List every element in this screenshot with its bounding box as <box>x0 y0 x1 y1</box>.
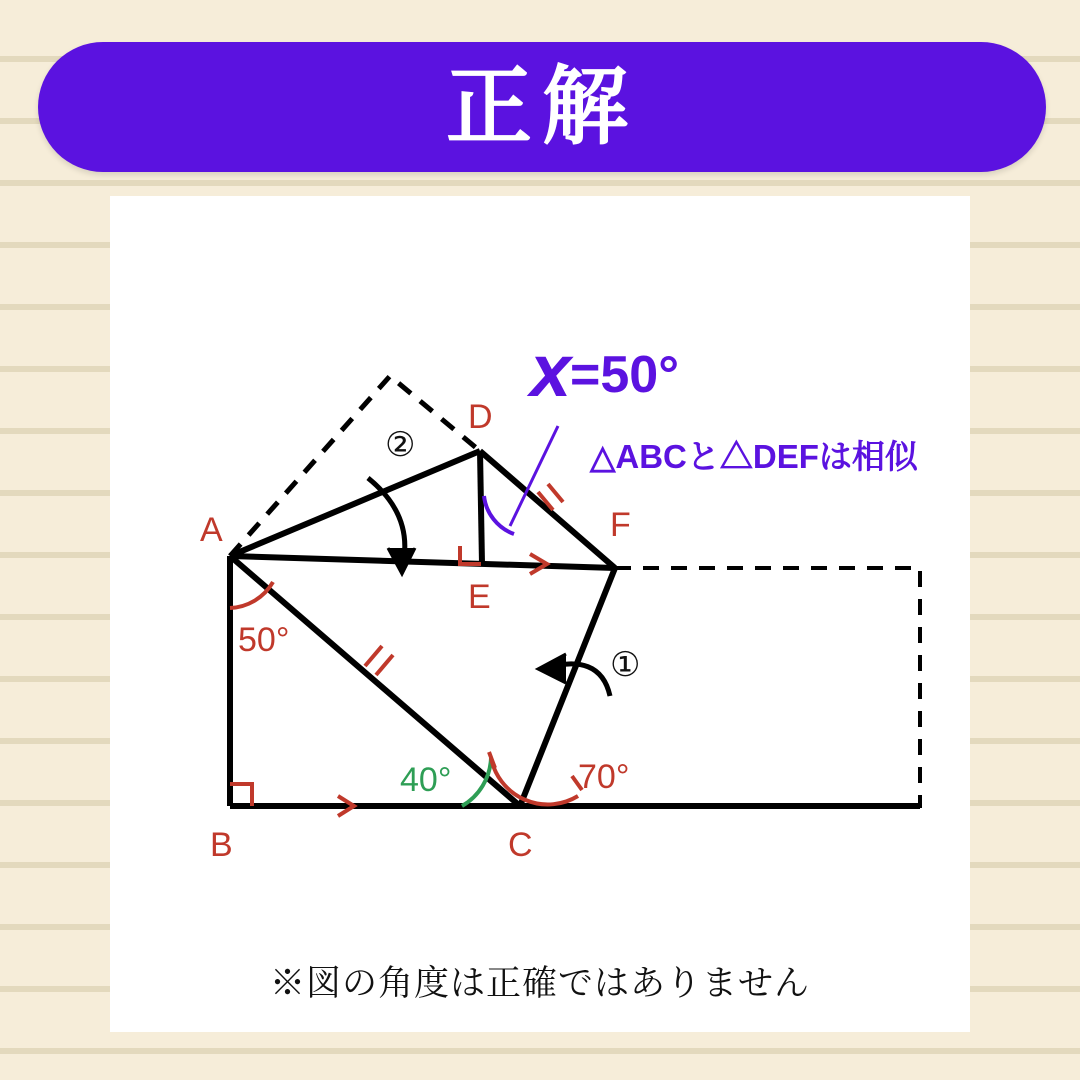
angle-label-a: 50° <box>238 621 290 659</box>
vertex-label-D: D <box>468 398 493 436</box>
angle-label-c-right: 70° <box>578 758 630 796</box>
dashed-rectangle <box>615 568 920 806</box>
main-outline <box>230 451 920 806</box>
answer-value: =50° <box>570 346 680 404</box>
figure-note: ※図の角度は正確ではありません <box>269 964 810 1003</box>
vertex-label-F: F <box>610 506 631 544</box>
angle-label-c-left: 40° <box>400 761 452 799</box>
similarity-note: △ABCと△DEFは相似 <box>590 438 918 475</box>
geometry-svg <box>110 196 970 966</box>
vertex-label-B: B <box>210 826 233 864</box>
vertex-label-E: E <box>468 578 491 616</box>
answer-variable: x <box>530 329 572 412</box>
page-title: 正解 <box>446 59 638 155</box>
title-banner <box>38 42 1046 172</box>
step-label-two: ② <box>385 426 416 464</box>
geometry-figure <box>110 196 970 966</box>
vertex-label-C: C <box>508 826 533 864</box>
figure-card <box>110 196 970 1032</box>
step-label-one: ① <box>610 646 641 684</box>
vertex-label-A: A <box>200 511 223 549</box>
